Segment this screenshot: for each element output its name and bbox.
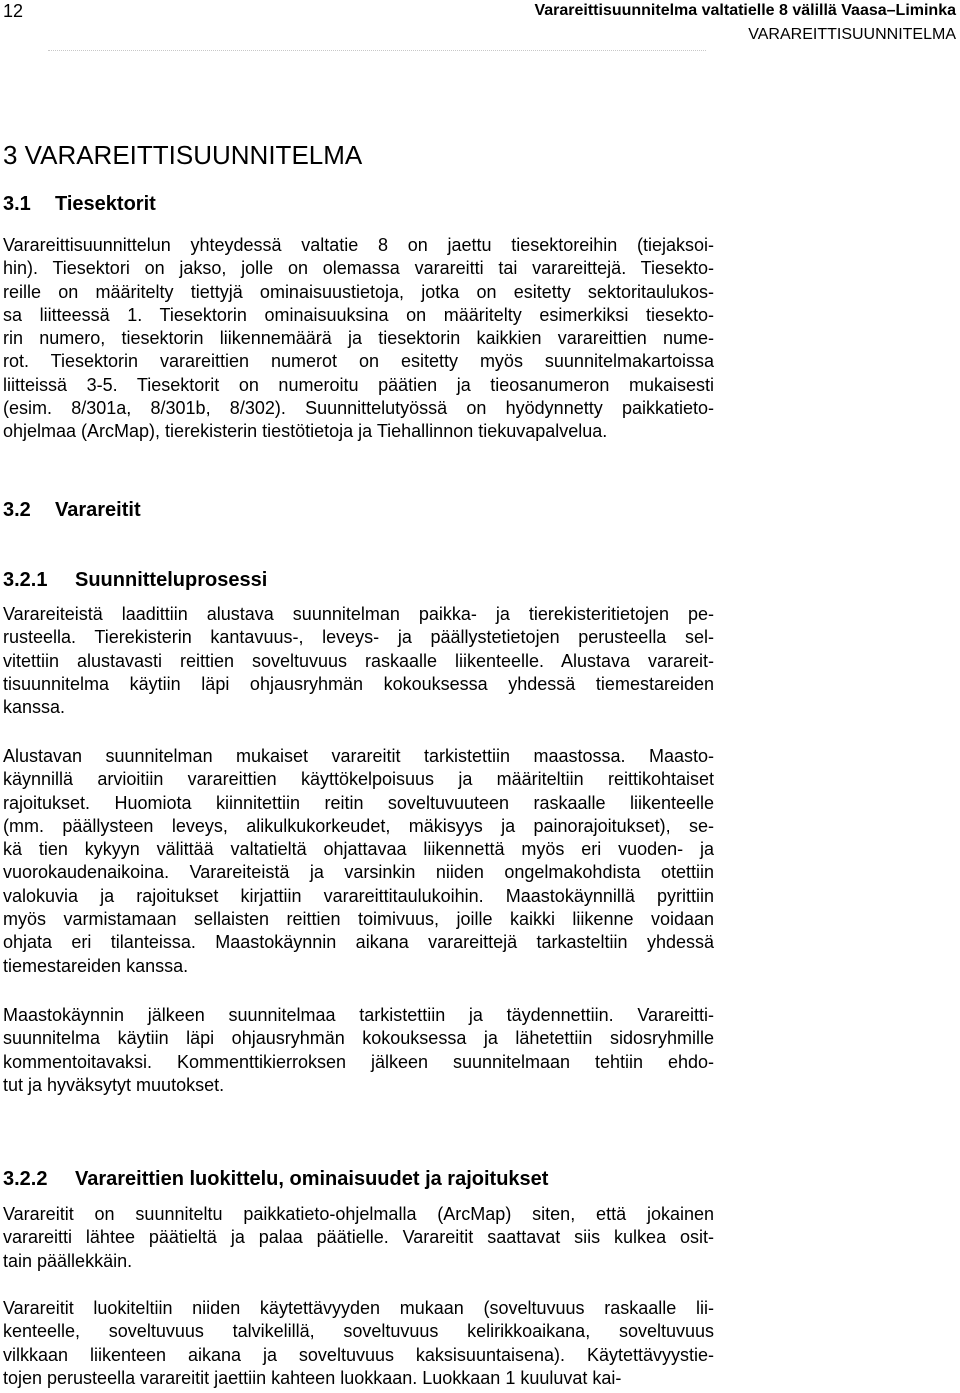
document-title: Varareittisuunnitelma valtatielle 8 välillä Vaasa–Liminka (534, 2, 956, 19)
paragraph-line: Varareiteistä laadittiin alustava suunnitelman paikka- ja tierekisteritietojen pe- (3, 604, 714, 624)
paragraph-3-2-2-a (3, 1203, 714, 1273)
paragraph-line: tut ja hyväksytyt muutokset. (3, 1074, 225, 1095)
paragraph-line: Varareitit luokiteltiin niiden käytettävyyden mukaan (soveltuvuus raskaalle lii- (3, 1298, 714, 1318)
paragraph-3-2-2-b (3, 1297, 714, 1390)
paragraph-line: ohjata eri tilanteissa. Maastokäynnin aikana varareittejä tarkasteltiin yhdessä (3, 932, 714, 953)
section-heading-3-2-2 (3, 1167, 548, 1191)
paragraph-line: Varareittisuunnittelun yhteydessä valtatie 8 on jaettu tiesektoreihin (tiejaksoi- (3, 235, 714, 255)
paragraph-line: valokuvia ja rajoitukset kirjattiin varareittitaulukoihin. Maastokäynnillä pyrittiin (3, 885, 714, 906)
paragraph-line: varareitti lähtee päätieltä ja palaa päätielle. Varareitit saattavat siis kulkea osit- (3, 1227, 714, 1248)
paragraph-line: Maastokäynnin jälkeen suunnitelmaa tarkistettiin ja täydennettiin. Varareitti- (3, 1005, 714, 1025)
chapter-heading: 3 VARAREITTISUUNNITELMA (3, 140, 363, 170)
section-title: Varareittien luokittelu, ominaisuudet ja rajoitukset (75, 1168, 549, 1190)
paragraph-line: tiemestareiden kanssa. (3, 955, 189, 976)
section-number: 3.1 (3, 193, 31, 215)
section-number: 3.2 (3, 499, 31, 521)
section-title: Tiesektorit (55, 193, 156, 215)
paragraph-line: (esim. 8/301a, 8/301b, 8/302). Suunnittelutyössä on hyödynnetty paikkatieto- (3, 398, 714, 419)
section-heading-3-2-1 (3, 568, 267, 592)
paragraph-line: rin numero, tiesektorin liikennemäärä ja tiesektorin kaikkien varareittien nume- (3, 328, 714, 349)
paragraph-line: (mm. päällysteen leveys, alikulkukorkeudet, mäkisyys ja painorajoitukset), se- (3, 815, 714, 836)
paragraph-line: rot. Tiesektorin varareittien numerot on esitetty myös suunnitelmakartoissa (3, 351, 714, 372)
paragraph-line: reille on määritelty tiettyjä ominaisuustietoja, jotka on esitetty sektoritaulukos- (3, 281, 714, 302)
paragraph-line: kanssa. (3, 697, 66, 718)
section-number: 3.2.1 (3, 569, 48, 591)
paragraph-line: Alustavan suunnitelman mukaiset varareitit tarkistettiin maastossa. Maasto- (3, 746, 714, 766)
paragraph-line: sa liitteessä 1. Tiesektorin ominaisuuksina on määritelty esimerkiksi tiesekto- (3, 304, 714, 325)
paragraph-line: kommentoitavaksi. Kommenttikierroksen jälkeen suunnitelmaan tehtiin ehdo- (3, 1051, 714, 1072)
paragraph-line: Varareitit on suunniteltu paikkatieto-ohjelmalla (ArcMap) siten, että jokainen (3, 1204, 714, 1224)
paragraph-line: tisuunnitelma käytiin läpi ohjausryhmän kokouksessa yhdessä tiemestareiden (3, 673, 714, 694)
section-number: 3.2.2 (3, 1168, 48, 1190)
paragraph-3-1 (3, 234, 714, 444)
paragraph-line: liitteissä 3-5. Tiesektorit on numeroitu päätien ja tieosanumeron mukaisesti (3, 374, 714, 395)
paragraph-line: kä tien kykyyn välittää valtatieltä ohjattavaa liikennettä myös eri vuoden- ja (3, 839, 714, 860)
paragraph-line: vuorokaudenaikoina. Varareiteistä ja varsinkin niiden ongelmakohdista otettiin (3, 862, 714, 883)
paragraph-line: rajoitukset. Huomiota kiinnitettiin reitin soveltuvuuteen raskaalle liikenteelle (3, 792, 714, 813)
paragraph-line: hin). Tiesektori on jakso, jolle on olemassa varareitti tai varareittejä. Tiesekto- (3, 258, 714, 279)
paragraph-line: suunnitelma käytiin läpi ohjausryhmän kokouksessa ja lähetettiin sidosryhmille (3, 1028, 714, 1049)
paragraph-line: rusteella. Tierekisterin kantavuus-, leveys- ja päällystetietojen perusteella sel- (3, 627, 714, 648)
paragraph-line: tojen perusteella varareitit jaettiin kahteen luokkaan. Luokkaan 1 kuuluvat kai- (3, 1367, 622, 1388)
section-heading-3-1 (3, 192, 156, 216)
paragraph-3-2-1-b (3, 745, 714, 978)
paragraph-3-2-1-a (3, 603, 714, 719)
section-heading-3-2 (3, 498, 141, 522)
document-subtitle: VARAREITTISUUNNITELMA (748, 26, 956, 43)
paragraph-line: käynnillä arvioitiin varareittien käyttökelpoisuus ja määriteltiin reittikohtaiset (3, 769, 714, 790)
page-number: 12 (3, 1, 24, 21)
paragraph-line: tain päällekkäin. (3, 1250, 133, 1271)
paragraph-line: vitettiin alustavasti reittien soveltuvuus raskaalle liikenteelle. Alustava varareit- (3, 650, 714, 671)
paragraph-line: kenteelle, soveltuvuus talvikelillä, soveltuvuus kelirikkoaikana, soveltuvuus (3, 1321, 714, 1342)
section-title: Suunnitteluprosessi (75, 569, 268, 591)
paragraph-line: vilkkaan liikenteen aikana ja soveltuvuus kaksisuuntaisena). Käytettävyystie- (3, 1344, 714, 1365)
paragraph-3-2-1-c (3, 1004, 714, 1097)
section-title: Varareitit (55, 499, 141, 521)
paragraph-line: myös varmistamaan sellaisten reittien toimivuus, joille kaikki liikenne voidaan (3, 909, 714, 930)
paragraph-line: ohjelmaa (ArcMap), tierekisterin tiestötietoja ja Tiehallinnon tiekuvapalvelua. (3, 421, 608, 442)
header-rule (48, 50, 706, 51)
